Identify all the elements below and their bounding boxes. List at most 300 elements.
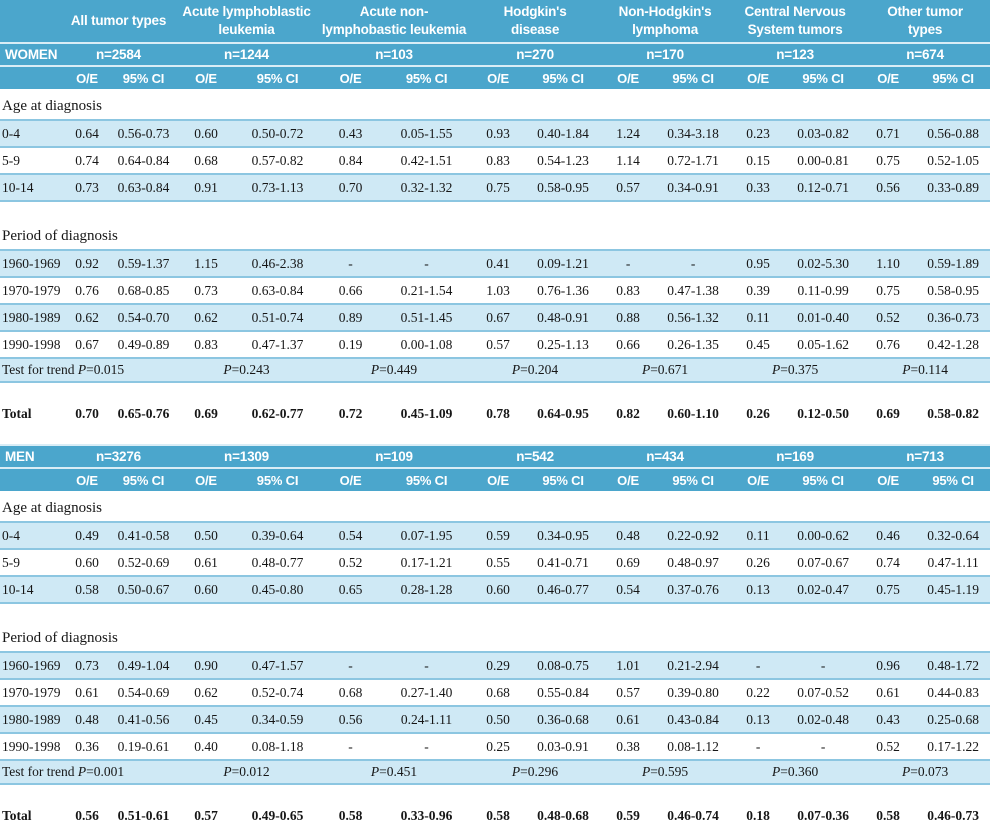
oe-cell: 0.70	[318, 174, 383, 201]
ci-cell: 0.63-0.84	[237, 277, 318, 304]
spacer	[0, 784, 990, 798]
ci-cell: 0.21-1.54	[383, 277, 470, 304]
row-label: 5-9	[0, 147, 62, 174]
total-row	[0, 396, 990, 427]
ci-cell: 0.46-0.73	[927, 807, 979, 820]
ci-cell: 0.50-0.72	[237, 120, 318, 147]
oe-cell: 0.58	[486, 807, 510, 820]
ci-cell: 0.76-1.36	[526, 277, 600, 304]
ci-cell: 0.51-0.74	[237, 304, 318, 331]
ci-cell: 0.00-1.08	[383, 331, 470, 358]
column-header: Non-Hodgkin's lymphoma	[600, 0, 730, 43]
ci-cell: 0.48-0.97	[656, 549, 730, 576]
corner-cell	[0, 0, 62, 43]
oe-cell: 0.95	[730, 250, 786, 277]
spacer-row	[0, 382, 990, 396]
oe-cell: 0.45	[730, 331, 786, 358]
ci-subheader: 95% CI	[526, 468, 600, 491]
group-label: WOMEN	[0, 43, 62, 66]
ci-cell: 0.52-1.05	[916, 147, 990, 174]
oe-cell: 0.75	[860, 576, 916, 603]
oe-subheader: O/E	[470, 66, 526, 89]
column-header: Acute lymphoblastic leukemia	[175, 0, 318, 43]
ci-cell: -	[383, 733, 470, 760]
row-label: 1970-1979	[0, 679, 62, 706]
ci-cell: 0.37-0.76	[656, 576, 730, 603]
ci-cell: -	[383, 652, 470, 679]
oe-cell: 0.84	[318, 147, 383, 174]
oe-subheader: O/E	[318, 66, 383, 89]
oe-cell: 0.83	[600, 277, 656, 304]
oe-cell: 0.62	[62, 304, 112, 331]
oe-cell: 0.52	[318, 549, 383, 576]
ci-cell: 0.48-0.77	[237, 549, 318, 576]
oe-cell: 0.23	[730, 120, 786, 147]
period-data-row	[0, 331, 990, 358]
oe-cell: 0.73	[175, 277, 237, 304]
oe-cell: 0.71	[860, 120, 916, 147]
ci-cell: 0.42-1.28	[916, 331, 990, 358]
group-header-row	[0, 43, 990, 66]
ci-cell: 0.26-1.35	[656, 331, 730, 358]
ci-cell: 0.44-0.83	[916, 679, 990, 706]
oe-cell: 0.62	[175, 304, 237, 331]
oe-cell: -	[318, 733, 383, 760]
ci-cell: 0.08-1.18	[237, 733, 318, 760]
ci-cell: 0.41-0.56	[112, 706, 175, 733]
row-label: 1960-1969	[0, 250, 62, 277]
age-data-row	[0, 120, 990, 147]
ci-subheader: 95% CI	[786, 468, 860, 491]
oe-subheader: O/E	[62, 66, 112, 89]
ci-cell: 0.46-0.74	[667, 807, 719, 820]
oe-cell: 0.45	[175, 706, 237, 733]
ci-cell: 0.02-0.47	[786, 576, 860, 603]
oe-cell: 0.19	[318, 331, 383, 358]
ci-subheader: 95% CI	[383, 66, 470, 89]
oe-cell: 0.62	[175, 679, 237, 706]
ci-cell: 0.03-0.91	[526, 733, 600, 760]
column-header: Central Nervous System tumors	[730, 0, 860, 43]
ci-cell: 0.47-1.38	[656, 277, 730, 304]
oe-cell: 1.10	[860, 250, 916, 277]
ci-cell: 0.47-1.37	[237, 331, 318, 358]
n-cell: n=3276	[62, 445, 175, 468]
total-label: Total	[2, 807, 32, 820]
oe-cell: 0.57	[194, 807, 218, 820]
tumor-header-row	[0, 0, 990, 43]
section-heading-row	[0, 603, 990, 652]
ci-cell: 0.34-0.91	[656, 174, 730, 201]
n-cell: n=170	[600, 43, 730, 66]
subheader-row	[0, 66, 990, 89]
ci-cell: 0.64-0.84	[112, 147, 175, 174]
oe-cell: -	[730, 652, 786, 679]
row-label: 5-9	[0, 549, 62, 576]
oe-subheader: O/E	[175, 66, 237, 89]
oe-cell: 0.36	[62, 733, 112, 760]
n-cell: n=103	[318, 43, 470, 66]
ci-cell: 0.40-1.84	[526, 120, 600, 147]
oe-cell: 0.26	[746, 405, 770, 421]
column-header: Hodgkin's disease	[470, 0, 600, 43]
ci-cell: 0.54-0.69	[112, 679, 175, 706]
ci-cell: 0.07-1.95	[383, 522, 470, 549]
ci-cell: 0.22-0.92	[656, 522, 730, 549]
empty-cell	[0, 468, 62, 491]
oe-cell: 0.65	[318, 576, 383, 603]
ci-cell: 0.33-0.96	[400, 807, 453, 820]
trend-p-value: P=0.449	[318, 358, 470, 382]
ci-cell: 0.12-0.50	[797, 405, 849, 421]
oe-cell: 0.48	[600, 522, 656, 549]
ci-cell: 0.49-0.65	[251, 807, 304, 820]
ci-cell: 0.03-0.82	[786, 120, 860, 147]
oe-cell: 0.33	[730, 174, 786, 201]
oe-cell: 0.55	[470, 549, 526, 576]
ci-cell: 0.43-0.84	[656, 706, 730, 733]
oe-cell: 0.91	[175, 174, 237, 201]
oe-cell: 0.68	[470, 679, 526, 706]
oe-cell: 0.73	[62, 652, 112, 679]
trend-row	[0, 358, 990, 382]
oe-cell: 0.61	[860, 679, 916, 706]
period-data-row	[0, 652, 990, 679]
trend-p-value: P=0.012	[175, 760, 318, 784]
ci-cell: 0.24-1.11	[383, 706, 470, 733]
ci-cell: 0.07-0.67	[786, 549, 860, 576]
oe-cell: 0.18	[746, 807, 770, 820]
ci-cell: -	[383, 250, 470, 277]
oe-cell: 1.01	[600, 652, 656, 679]
oe-subheader: O/E	[730, 468, 786, 491]
oe-cell: 0.52	[860, 733, 916, 760]
ci-cell: 0.12-0.71	[786, 174, 860, 201]
age-data-row	[0, 174, 990, 201]
oe-cell: 0.59	[616, 807, 640, 820]
ci-cell: 0.59-1.37	[112, 250, 175, 277]
ci-cell: 0.28-1.28	[383, 576, 470, 603]
period-data-row	[0, 679, 990, 706]
oe-cell: -	[318, 652, 383, 679]
ci-cell: -	[786, 652, 860, 679]
ci-cell: 0.00-0.81	[786, 147, 860, 174]
ci-subheader: 95% CI	[383, 468, 470, 491]
ci-cell: 0.46-0.77	[526, 576, 600, 603]
ci-subheader: 95% CI	[656, 468, 730, 491]
ci-cell: 0.56-0.88	[916, 120, 990, 147]
trend-p-value: P=0.375	[730, 358, 860, 382]
ci-cell: 0.41-0.71	[526, 549, 600, 576]
n-cell: n=674	[860, 43, 990, 66]
oe-subheader: O/E	[318, 468, 383, 491]
oe-cell: 0.52	[860, 304, 916, 331]
row-label: 1980-1989	[0, 706, 62, 733]
oe-cell: 0.57	[600, 679, 656, 706]
oe-cell: 0.75	[860, 147, 916, 174]
ci-cell: 0.11-0.99	[786, 277, 860, 304]
row-label: 1960-1969	[0, 652, 62, 679]
ci-subheader: 95% CI	[916, 66, 990, 89]
oe-cell: 0.69	[194, 405, 218, 421]
period-data-row	[0, 304, 990, 331]
ci-cell: 0.58-0.95	[916, 277, 990, 304]
ci-cell: 0.27-1.40	[383, 679, 470, 706]
oe-cell: 0.40	[175, 733, 237, 760]
oe-cell: 0.67	[470, 304, 526, 331]
ci-cell: 0.32-1.32	[383, 174, 470, 201]
oe-cell: 0.43	[860, 706, 916, 733]
row-label: 0-4	[0, 522, 62, 549]
oe-cell: 0.69	[876, 405, 900, 421]
ci-cell: 0.45-0.80	[237, 576, 318, 603]
n-cell: n=542	[470, 445, 600, 468]
oe-cell: 0.75	[470, 174, 526, 201]
section-heading: Age at diagnosis	[2, 500, 102, 516]
section-heading-row	[0, 491, 990, 522]
group-label: MEN	[0, 445, 62, 468]
oe-cell: 0.60	[470, 576, 526, 603]
ci-cell: 0.72-1.71	[656, 147, 730, 174]
age-data-row	[0, 549, 990, 576]
n-cell: n=713	[860, 445, 990, 468]
ci-cell: 0.09-1.21	[526, 250, 600, 277]
row-label: 1990-1998	[0, 331, 62, 358]
ci-cell: 0.63-0.84	[112, 174, 175, 201]
oe-cell: 0.92	[62, 250, 112, 277]
ci-cell: 0.47-1.57	[237, 652, 318, 679]
ci-subheader: 95% CI	[916, 468, 990, 491]
oe-subheader: O/E	[730, 66, 786, 89]
oe-cell: 0.58	[876, 807, 900, 820]
ci-subheader: 95% CI	[112, 66, 175, 89]
ci-cell: 0.01-0.40	[786, 304, 860, 331]
ci-cell: 0.45-1.09	[400, 405, 453, 421]
ci-cell: 0.59-1.89	[916, 250, 990, 277]
oe-cell: 0.74	[62, 147, 112, 174]
ci-cell: 0.34-0.95	[526, 522, 600, 549]
trend-p-value: P=0.671	[600, 358, 730, 382]
oe-cell: 0.70	[75, 405, 99, 421]
ci-cell: 0.47-1.11	[916, 549, 990, 576]
ci-cell: 0.48-0.68	[537, 807, 589, 820]
oe-cell: 0.76	[62, 277, 112, 304]
ci-cell: 0.54-0.70	[112, 304, 175, 331]
oe-cell: 0.26	[730, 549, 786, 576]
oe-cell: 0.11	[730, 522, 786, 549]
oe-cell: 0.66	[600, 331, 656, 358]
oe-cell: 0.46	[860, 522, 916, 549]
ci-cell: 0.33-0.89	[916, 174, 990, 201]
n-cell: n=123	[730, 43, 860, 66]
ci-cell: 0.25-0.68	[916, 706, 990, 733]
oe-cell: 0.56	[75, 807, 99, 820]
ci-cell: 0.32-0.64	[916, 522, 990, 549]
oe-cell: 0.61	[600, 706, 656, 733]
age-data-row	[0, 522, 990, 549]
oe-subheader: O/E	[600, 468, 656, 491]
oe-cell: 1.24	[600, 120, 656, 147]
ci-cell: 0.50-0.67	[112, 576, 175, 603]
oe-subheader: O/E	[470, 468, 526, 491]
trend-label: Test for trend P=0.015	[0, 358, 175, 382]
oe-cell: 0.88	[600, 304, 656, 331]
row-label: 0-4	[0, 120, 62, 147]
ci-cell: 0.56-0.73	[112, 120, 175, 147]
trend-p-value: P=0.073	[860, 760, 990, 784]
ci-cell: 0.25-1.13	[526, 331, 600, 358]
ci-cell: 0.36-0.73	[916, 304, 990, 331]
oe-cell: 0.50	[470, 706, 526, 733]
period-data-row	[0, 250, 990, 277]
ci-subheader: 95% CI	[656, 66, 730, 89]
ci-cell: 0.07-0.36	[797, 807, 849, 820]
section-heading: Period of diagnosis	[2, 630, 118, 646]
column-header: Acute non- lymphobastic leukemia	[318, 0, 470, 43]
ci-cell: 0.39-0.64	[237, 522, 318, 549]
ci-cell: 0.51-1.45	[383, 304, 470, 331]
ci-cell: 0.64-0.95	[537, 405, 589, 421]
spacer	[0, 427, 990, 445]
ci-cell: 0.49-1.04	[112, 652, 175, 679]
oe-cell: 0.89	[318, 304, 383, 331]
row-label: 1990-1998	[0, 733, 62, 760]
oe-cell: 0.64	[62, 120, 112, 147]
ci-cell: 0.05-1.62	[786, 331, 860, 358]
row-label: 1980-1989	[0, 304, 62, 331]
n-cell: n=109	[318, 445, 470, 468]
oe-cell: 1.03	[470, 277, 526, 304]
oe-cell: 0.58	[62, 576, 112, 603]
column-header: Other tumor types	[860, 0, 990, 43]
oe-subheader: O/E	[860, 66, 916, 89]
trend-p-value: P=0.243	[175, 358, 318, 382]
oe-cell: 1.14	[600, 147, 656, 174]
group-header-row	[0, 445, 990, 468]
ci-subheader: 95% CI	[237, 66, 318, 89]
oe-cell: 0.41	[470, 250, 526, 277]
trend-label: Test for trend P=0.001	[0, 760, 175, 784]
oe-cell: 0.68	[175, 147, 237, 174]
oe-cell: 0.29	[470, 652, 526, 679]
n-cell: n=169	[730, 445, 860, 468]
ci-subheader: 95% CI	[526, 66, 600, 89]
ci-cell: -	[656, 250, 730, 277]
oe-cell: 0.57	[600, 174, 656, 201]
period-data-row	[0, 733, 990, 760]
empty-cell	[0, 66, 62, 89]
oe-cell: 0.57	[470, 331, 526, 358]
oe-cell: 0.78	[486, 405, 510, 421]
spacer	[0, 382, 990, 396]
ci-cell: 0.52-0.69	[112, 549, 175, 576]
ci-cell: 0.39-0.80	[656, 679, 730, 706]
ci-cell: 0.48-1.72	[916, 652, 990, 679]
trend-p-value: P=0.204	[470, 358, 600, 382]
oe-cell: 0.38	[600, 733, 656, 760]
oe-subheader: O/E	[860, 468, 916, 491]
oe-cell: 0.93	[470, 120, 526, 147]
row-label: 10-14	[0, 576, 62, 603]
oe-subheader: O/E	[600, 66, 656, 89]
ci-cell: 0.73-1.13	[237, 174, 318, 201]
age-data-row	[0, 576, 990, 603]
ci-cell: 0.55-0.84	[526, 679, 600, 706]
ci-cell: 0.17-1.21	[383, 549, 470, 576]
oe-cell: 0.48	[62, 706, 112, 733]
ci-cell: 0.57-0.82	[237, 147, 318, 174]
oe-cell: 0.60	[175, 576, 237, 603]
oe-cell: 0.39	[730, 277, 786, 304]
ci-cell: 0.05-1.55	[383, 120, 470, 147]
oe-cell: 0.25	[470, 733, 526, 760]
oe-cell: -	[600, 250, 656, 277]
oe-cell: 0.83	[175, 331, 237, 358]
oe-cell: 0.75	[860, 277, 916, 304]
period-data-row	[0, 277, 990, 304]
ci-cell: 0.34-0.59	[237, 706, 318, 733]
ci-cell: 0.68-0.85	[112, 277, 175, 304]
oe-subheader: O/E	[62, 468, 112, 491]
oe-cell: 0.61	[62, 679, 112, 706]
oe-subheader: O/E	[175, 468, 237, 491]
oe-cell: 0.22	[730, 679, 786, 706]
ci-cell: 0.58-0.95	[526, 174, 600, 201]
section-heading-row	[0, 201, 990, 250]
subheader-row	[0, 468, 990, 491]
oe-cell: 1.15	[175, 250, 237, 277]
ci-cell: 0.46-2.38	[237, 250, 318, 277]
ci-cell: 0.08-0.75	[526, 652, 600, 679]
ci-cell: 0.00-0.62	[786, 522, 860, 549]
ci-cell: 0.02-5.30	[786, 250, 860, 277]
n-cell: n=270	[470, 43, 600, 66]
oe-cell: 0.83	[470, 147, 526, 174]
ci-cell: 0.54-1.23	[526, 147, 600, 174]
oe-cell: 0.69	[600, 549, 656, 576]
ci-cell: 0.02-0.48	[786, 706, 860, 733]
n-cell: n=434	[600, 445, 730, 468]
ci-cell: 0.52-0.74	[237, 679, 318, 706]
ci-cell: 0.65-0.76	[117, 405, 170, 421]
ci-cell: 0.41-0.58	[112, 522, 175, 549]
section-heading-row	[0, 89, 990, 120]
oe-cell: 0.73	[62, 174, 112, 201]
spacer-row	[0, 784, 990, 798]
oe-cell: 0.90	[175, 652, 237, 679]
ci-cell: 0.58-0.82	[927, 405, 979, 421]
oe-cell: -	[318, 250, 383, 277]
oe-cell: 0.56	[318, 706, 383, 733]
oe-cell: 0.67	[62, 331, 112, 358]
oe-cell: 0.66	[318, 277, 383, 304]
oe-cell: 0.50	[175, 522, 237, 549]
oe-cell: 0.54	[318, 522, 383, 549]
column-header: All tumor types	[62, 0, 175, 43]
oe-cell: 0.58	[338, 807, 363, 820]
trend-p-value: P=0.451	[318, 760, 470, 784]
row-label: 10-14	[0, 174, 62, 201]
oe-cell: 0.61	[175, 549, 237, 576]
ci-cell: 0.19-0.61	[112, 733, 175, 760]
ci-cell: -	[786, 733, 860, 760]
oe-cell: 0.49	[62, 522, 112, 549]
ci-cell: 0.51-0.61	[117, 807, 170, 820]
oe-cell: 0.76	[860, 331, 916, 358]
ci-cell: 0.56-1.32	[656, 304, 730, 331]
spacer-row	[0, 427, 990, 445]
trend-p-value: P=0.114	[860, 358, 990, 382]
